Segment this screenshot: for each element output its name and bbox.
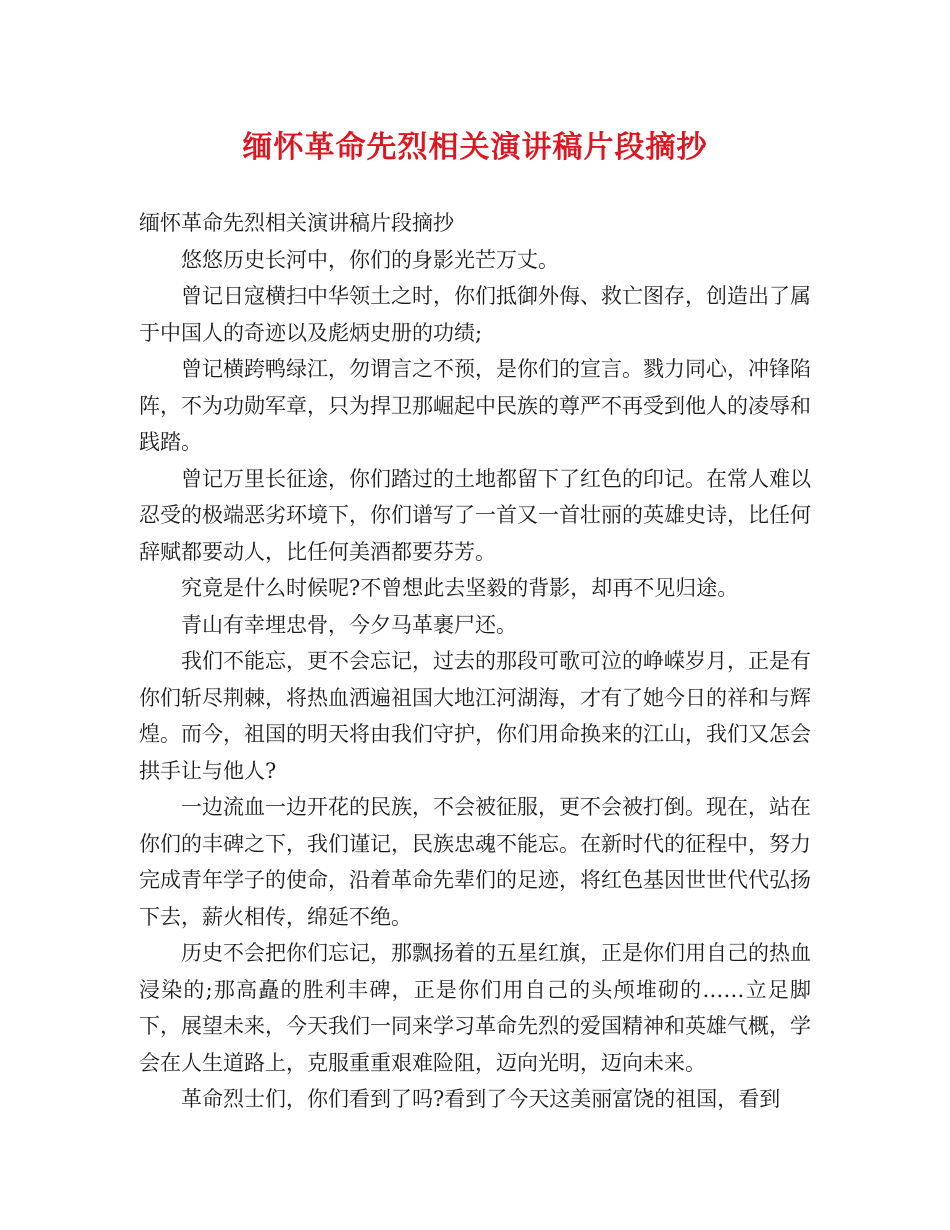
document-title: 缅怀革命先烈相关演讲稿片段摘抄 — [242, 130, 708, 165]
document-body — [139, 205, 811, 1118]
paragraph: 曾记万里长征途，你们踏过的土地都留下了红色的印记。在常人难以忍受的极端恶劣环境下，你们谱写了一首又一首壮丽的英雄史诗，比任何辞赋都要动人，比任何美酒都要芬芳。 — [139, 466, 811, 564]
paragraph: 悠悠历史长河中，你们的身影光芒万丈。 — [181, 247, 559, 272]
paragraph: 历史不会把你们忘记，那飘扬着的五星红旗，正是你们用自己的热血浸染的;那高矗的胜利丰碑，正是你们用自己的头颅堆砌的……立足脚下，展望未来，今天我们一同来学习革命先烈的爱国精神和英雄气概，学会在人生道路上，克服重重艰难险阻，迈向光明，迈向未来。 — [139, 941, 811, 1075]
paragraph: 曾记横跨鸭绿江，勿谓言之不预，是你们的宣言。戮力同心，冲锋陷阵，不为功勋军章，只为捍卫那崛起中民族的尊严不再受到他人的凌辱和践踏。 — [139, 357, 811, 454]
paragraph: 曾记日寇横扫中华领土之时，你们抵御外侮、救亡图存，创造出了属于中国人的奇迹以及彪炳史册的功绩; — [139, 284, 811, 345]
document-subtitle: 缅怀革命先烈相关演讲稿片段摘抄 — [139, 211, 454, 235]
paragraph: 我们不能忘，更不会忘记，过去的那段可歌可泣的峥嵘岁月，正是有你们斩尽荆棘，将热血洒遍祖国大地江河湖海，才有了她今日的祥和与辉煌。而今，祖国的明天将由我们守护，你们用命换来的江山，我们又怎会拱手让与他人? — [139, 649, 811, 783]
paragraph: 革命烈士们，你们看到了吗?看到了今天这美丽富饶的祖国，看到 — [181, 1087, 781, 1111]
paragraph: 一边流血一边开花的民族，不会被征服，更不会被打倒。现在，站在你们的丰碑之下，我们谨记，民族忠魂不能忘。在新时代的征程中，努力完成青年学子的使命，沿着革命先辈们的足迹，将红色基因世世代代弘扬下去，薪火相传，绵延不绝。 — [139, 795, 811, 929]
paragraph: 青山有幸埋忠骨，今夕马革裹尸还。 — [181, 612, 517, 637]
paragraph: 究竟是什么时候呢?不曾想此去坚毅的背影，却再不见归途。 — [181, 576, 739, 600]
